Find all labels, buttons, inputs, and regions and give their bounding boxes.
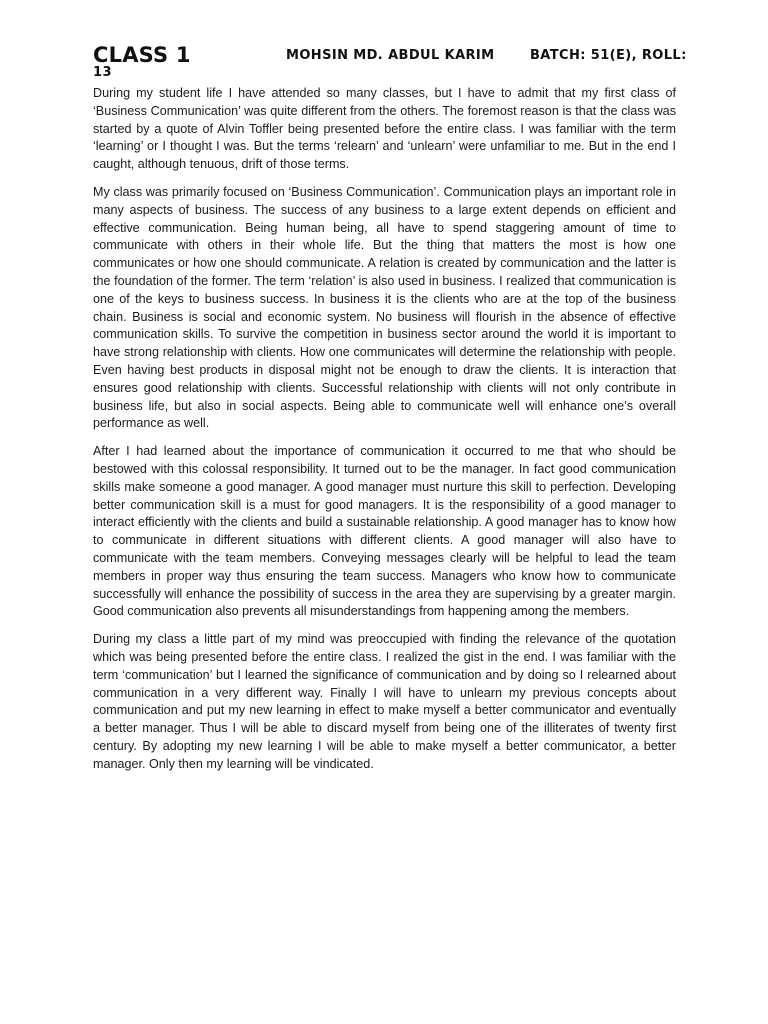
batch-roll-label: BATCH: 51(E), ROLL: [530,48,687,63]
class-title: CLASS 1 [93,43,191,67]
paragraph-2: My class was primarily focused on ‘Business Communication’. Communication plays an important role in many aspects of business. The success of any business to a large extent depends on efficient and effective communication. Being human being, all have to spend staggering amount of time to communicate with others in their whole life. But the thing that matters the most is how one communicates or how one should communicate. A relation is created by communication and the latter is the foundation of the former. The term ‘relation’ is also used in business. I realized that communication is one of the keys to business success. In business it is the clients who are at the top of the business chain. Business is social and economic system. No business will flourish in the absence of effective communication skills. To survive the competition in business sector around the world it is important to have strong relationship with clients. How one communicates will determine the relationship with people. Even having best products in disposal might not be enough to draw the clients. It is interaction that ensures good relationship with clients. Successful relationship with clients will not only contribute in business life, but also in social aspects. Being able to communicate well will enhance one’s overall performance as well. [93,184,676,431]
paragraph-1: During my student life I have attended so many classes, but I have to admit that my first class of ‘Business Communication’ was quite different from the others. The foremost reason is that the class was started by a quote of Alvin Toffler being presented before the entire class. I was familiar with the term ‘learning’ or I thought I was. But the terms ‘relearn’ and ‘unlearn’ were unfamiliar to me. But in the end I caught, although tenuous, drift of those terms. [93,86,676,172]
paragraph-3: After I had learned about the importance of communication it occurred to me that who should be bestowed with this colossal responsibility. It turned out to be the manager. In fact good communication skills make someone a good manager. A good manager must nurture this skill to perfection. Developing better communication skill is a must for good managers. It is the responsibility of a good manager to interact efficiently with the clients and build a sustainable relationship. A good manager has to know how to communicate in different situations with different clients. A good manager will also have to communicate with the team members. Conveying messages clearly will be helpful to lead the team members in proper way thus ensuring the team success. Managers who know how to communicate successfully will enhance the possibility of success in the area they are supervising by a greater margin. Good communication also prevents all misunderstandings from happening among the members. [93,444,676,619]
document-body [93,85,676,783]
document-header [93,43,693,80]
header-line [93,43,693,67]
paragraph-4: During my class a little part of my mind was preoccupied with finding the relevance of the quotation which was being presented before the entire class. I realized the gist in the end. I was familiar with the term ‘communication’ but I learned the significance of communication and by doing so I relearned about communication in a very different way. Finally I will have to unlearn my previous concepts about communication and put my new learning in effect to make myself a better communicator and eventually a better manager. Thus I will be able to discard myself from being one of the illiterates of twenty first century. By adopting my new learning I will be able to make myself a better communicator, a better manager. Only then my learning will be vindicated. [93,632,676,771]
author-name: MOHSIN MD. ABDUL KARIM [286,48,495,63]
roll-number: 13 [93,65,112,80]
